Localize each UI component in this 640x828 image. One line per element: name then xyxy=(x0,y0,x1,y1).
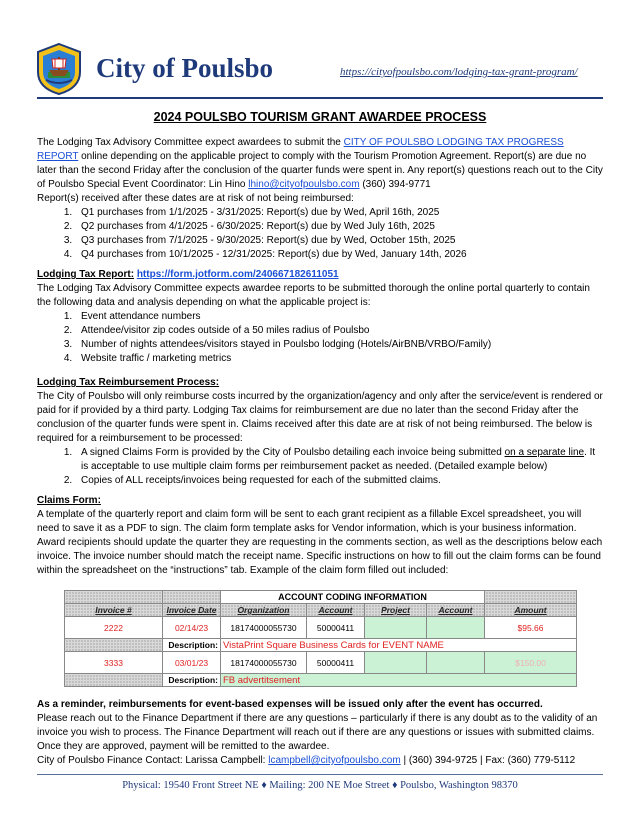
lodging-report-section xyxy=(37,268,603,366)
intro-section xyxy=(37,136,603,262)
org-cell: 18174000055730 xyxy=(221,617,307,639)
reimbursement-list xyxy=(37,446,603,488)
column-header: Amount xyxy=(485,604,577,617)
footer-address: Physical: 19540 Front Street NE ♦ Mailing: 200 NE Moe Street ♦ Poulsbo, Washington 98370 xyxy=(122,780,518,791)
quarter-list xyxy=(37,206,603,262)
amount-cell: $95.66 xyxy=(485,617,577,639)
date-cell: 03/01/23 xyxy=(163,652,221,674)
risk-line: Report(s) received after these dates are at risk of not being reimbursed: xyxy=(37,193,354,204)
coding-header: ACCOUNT CODING INFORMATION xyxy=(221,591,485,604)
report-data-list xyxy=(37,310,603,366)
column-header: Account xyxy=(427,604,485,617)
list-item: 2. Copies of ALL receipts/invoices being requested for each of the submitted claims. xyxy=(75,474,603,488)
footer-divider xyxy=(37,774,603,775)
description-row xyxy=(65,674,577,687)
column-header: Account xyxy=(307,604,365,617)
account-cell: 50000411 xyxy=(307,617,365,639)
claim-form-table xyxy=(64,590,577,687)
list-item: 1. A signed Claims Form is provided by the City of Poulsbo detailing each invoice being submitted on a separate line. It is acceptable to use multiple claim forms per reimbursement packet as needed. (Detailed example below) xyxy=(75,446,603,474)
list-item: 2. Attendee/visitor zip codes outside of a 50 miles radius of Poulsbo xyxy=(75,324,603,338)
list-item: 3. Number of nights attendees/visitors stayed in Poulsbo lodging (Hotels/AirBNB/VRBO/Family) xyxy=(75,338,603,352)
list-item: 4. Q4 purchases from 10/1/2025 - 12/31/2025: Report(s) due by Wed, January 14th, 2026 xyxy=(75,248,603,262)
claims-section xyxy=(37,494,603,578)
column-header: Invoice # xyxy=(65,604,163,617)
list-item: 1. Event attendance numbers xyxy=(75,310,603,324)
list-item: 4. Website traffic / marketing metrics xyxy=(75,352,603,366)
description-cell: FB advertitsement xyxy=(221,674,577,687)
description-row xyxy=(65,639,577,652)
column-header: Organization xyxy=(221,604,307,617)
claim-form-example xyxy=(64,590,576,695)
lodging-report-body: The Lodging Tax Advisory Committee expects awardee reports to be submitted thorough the online portal quarterly to contain the following data and analysis depending on what the applicable project is: xyxy=(37,283,590,308)
column-header: Invoice Date xyxy=(163,604,221,617)
table-row xyxy=(65,652,577,674)
invoice-cell: 2222 xyxy=(65,617,163,639)
description-label: Description: xyxy=(163,674,221,687)
amount-cell: $150.00 xyxy=(485,652,577,674)
list-item: 3. Q3 purchases from 7/1/2025 - 9/30/2025: Report(s) due by Wed, October 15th, 2025 xyxy=(75,234,603,248)
description-cell: VistaPrint Square Business Cards for EVENT NAME xyxy=(221,639,577,652)
city-title: City of Poulsbo xyxy=(96,53,274,83)
list-item: 2. Q2 purchases from 4/1/2025 - 6/30/2025: Report(s) due by Wed July 16th, 2025 xyxy=(75,220,603,234)
header-url-link[interactable]: https://cityofpoulsbo.com/lodging-tax-grant-program/ xyxy=(340,66,578,78)
reimbursement-section xyxy=(37,376,603,488)
finance-email-link[interactable]: lcampbell@cityofpoulsbo.com xyxy=(268,755,401,766)
jotform-link[interactable]: https://form.jotform.com/240667182611051 xyxy=(136,269,339,280)
list-item: 1. Q1 purchases from 1/1/2025 - 3/31/2025: Report(s) due by Wed, April 16th, 2025 xyxy=(75,206,603,220)
column-header: Project xyxy=(365,604,427,617)
intro-paragraph: The Lodging Tax Advisory Committee expect awardees to submit the CITY OF POULSBO LODGING TAX PROGRESS REPORT online depending on the applicable project to comply with the Tourism Promotion Agreement. Report(s) are due no later than the second Friday after the conclusion of the quarter funds were spent in. Any report(s) questions reach out to the City of Poulsbo Special Event Coordinator: Lin Hino lhino@cityofpoulsbo.com (360) 394-9771 xyxy=(37,137,603,190)
coordinator-email-link[interactable]: lhino@cityofpoulsbo.com xyxy=(248,179,360,190)
city-seal-icon xyxy=(34,42,84,96)
org-cell: 18174000055730 xyxy=(221,652,307,674)
reimbursement-body: The City of Poulsbo will only reimburse costs incurred by the organization/agency and only after the service/event is rendered or paid for if provided by a third party. Lodging Tax claims for reimbursement are due no later than the second Friday after the conclusion of the quarter funds were spent in. Claims received after this date are at risk of not being reimbursed. The below is required for a reimbursement to be processed: xyxy=(37,391,603,444)
claims-heading: Claims Form: xyxy=(37,495,101,506)
header-divider xyxy=(37,97,603,99)
reimbursement-heading: Lodging Tax Reimbursement Process: xyxy=(37,377,220,388)
lodging-report-heading: Lodging Tax Report: xyxy=(37,269,135,280)
closing-body: Please reach out to the Finance Department if there are any questions – particularly if there is any doubt as to the validity of an invoice you wish to process. The Finance Department will reach out if there are any questions or issues with submitted claims. Once they are approved, payment will be remitted to the awardee. xyxy=(37,713,598,752)
closing-section xyxy=(37,698,603,768)
invoice-cell: 3333 xyxy=(65,652,163,674)
account-cell: 50000411 xyxy=(307,652,365,674)
date-cell: 02/14/23 xyxy=(163,617,221,639)
document-title: 2024 POULSBO TOURISM GRANT AWARDEE PROCESS xyxy=(153,110,487,124)
reminder-line: As a reminder, reimbursements for event-based expenses will be issued only after the event has occurred. xyxy=(37,699,543,710)
description-label: Description: xyxy=(163,639,221,652)
progress-report-link[interactable]: CITY OF POULSBO LODGING TAX PROGRESS REPORT xyxy=(37,137,564,162)
table-row xyxy=(65,617,577,639)
claims-body: A template of the quarterly report and claim form will be sent to each grant recipient as a fillable Excel spreadsheet, you will need to save it as a PDF to sign. The claim form template asks for Vendor information, which is your business information. Award recipients should update the quarter they are requesting in the comments section, as well as the descriptions below each invoice. The invoice number should match the receipt name. Specific instructions on how to fill out the claim forms can be found within the spreadsheet on the “instructions” tab. Example of the claim form filled out included: xyxy=(37,509,603,576)
finance-contact: City of Poulsbo Finance Contact: Larissa Campbell: lcampbell@cityofpoulsbo.com | (360) 394-9725 | Fax: (360) 779-5112 xyxy=(37,755,576,766)
